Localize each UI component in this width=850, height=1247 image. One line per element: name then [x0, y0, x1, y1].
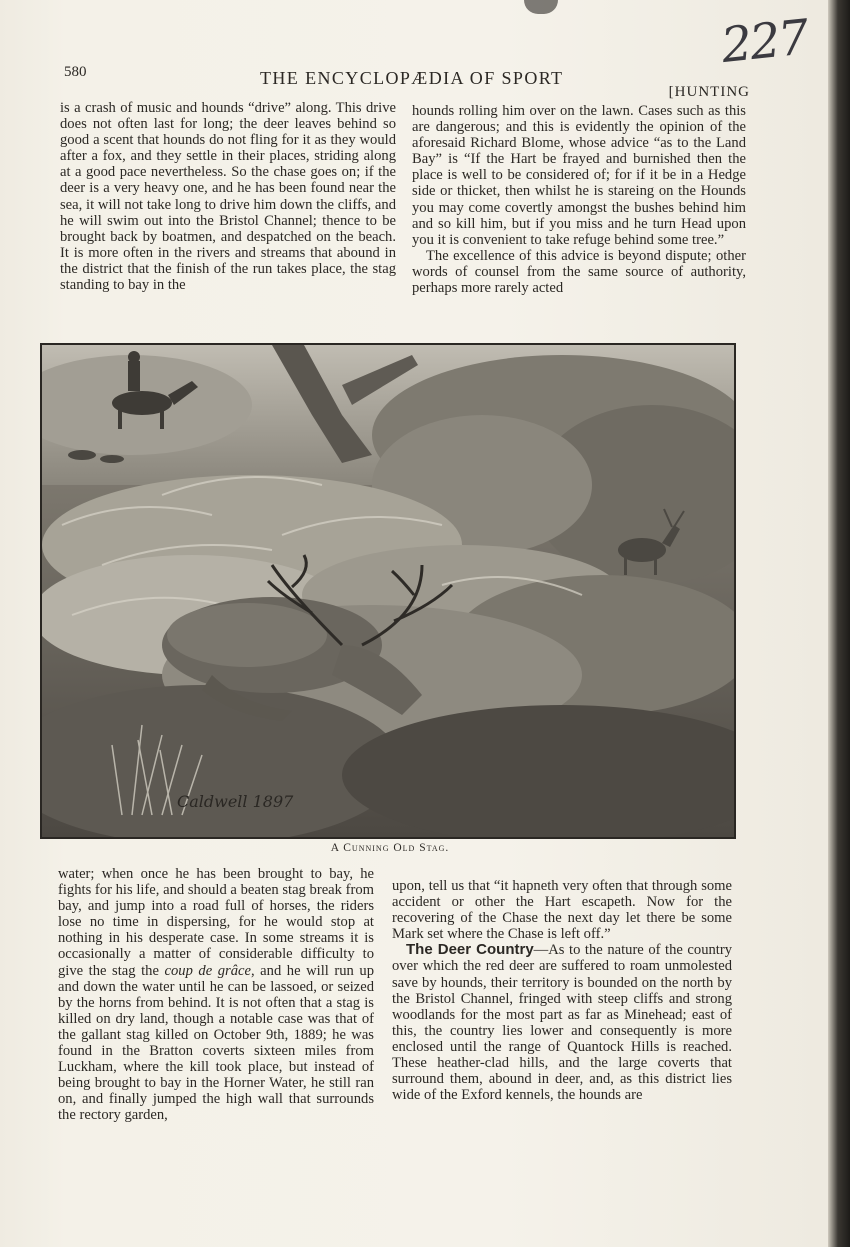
- paragraph: upon, tell us that “it hapneth very often that through some accident or other the Hart escapeth. Now for the recovering of the Chase the next day let there be some Mark set where the Chase is left off.”: [392, 878, 732, 943]
- page-stain: [524, 0, 558, 14]
- paragraph: [58, 866, 374, 1124]
- page-header: [64, 60, 750, 100]
- figure-caption: A Cunning Old Stag.: [330, 842, 450, 854]
- text-run: , and he will run up and down the water until he can be lassoed, or seized by the horns from behind. It is not often that a stag is killed on dry land, though a notable case was that of the gallant stag killed on October 9th, 1889; he was found in the Bratton coverts sixteen miles from Luckham, where the kill took place, but instead of being brought to bay in the Horner Water, he still ran on, and finally jumped the high wall that surrounds the rectory garden,: [58, 962, 374, 1124]
- paragraph: [392, 942, 732, 1103]
- engraving-art: [42, 345, 734, 837]
- section-tag: [HUNTING: [668, 84, 750, 100]
- running-title: THE ENCYCLOPÆDIA OF SPORT: [260, 68, 564, 88]
- page-number: 580: [64, 64, 87, 80]
- book-binding-edge: [828, 0, 850, 1247]
- paragraph: hounds rolling him over on the lawn. Cases such as this are dangerous; and this is evidently the opinion of the aforesaid Richard Blome, whose advice “as to the Land Bay” is “If the Hart be frayed and burnished then the place is well to be considered of; for if it be in a Hedge side or thicket, then whilst he is stareing on the Hounds you may come covertly amongst the bushes behind him and so kill him, but if you miss and he turn Head upon you it is convenient to take refuge behind some tree.”: [412, 103, 746, 248]
- column-left-top: [60, 100, 396, 293]
- column-right-top: [412, 103, 746, 296]
- column-right-bottom: [392, 878, 732, 1103]
- subheading: The Deer Country: [406, 941, 534, 959]
- text-run: water; when once he has been brought to bay, he fights for his life, and should a beaten stag break from bay, and jump into a road full of horses, the riders lose no time in dispersing, for he would stop at nothing in his desperate case. In some streams it is occasionally a matter of considerable difficulty to give the stag the: [58, 866, 374, 979]
- italic-phrase: coup de grâce: [164, 962, 251, 979]
- paragraph: The excellence of this advice is beyond dispute; other words of counsel from the same source of authority, perhaps more rarely acted: [412, 247, 746, 297]
- column-left-bottom: [58, 866, 374, 1124]
- stag-illustration: [40, 343, 736, 839]
- paragraph: is a crash of music and hounds “drive” along. This drive does not often last for long; the deer leaves behind so good a scent that hounds do not fling for it as they would after a fox, and they settle in their places, striding along at a good pace nevertheless. So the chase goes on; if the deer is a very heavy one, and he has been found near the sea, it will not take long to drive him down the cliffs, and he will swim out into the Bristol Channel; thence to be brought back by boatmen, and despatched on the beach. It is more often in the rivers and streams that abound in the district that the finish of the run takes place, the stag standing to bay in the: [60, 100, 396, 294]
- text-run: —As to the nature of the country over which the red deer are suffered to roam unmolested save by hounds, their territory is bounded on the north by the Bristol Channel, fringed with steep cliffs and strong woodlands for the most part as far as Minehead; east of this, the country lies lower and consequently is more enclosed until the range of Quantock Hills is reached. These heather-clad hills, and the large coverts that surround them, abound in deer, and, as this district lies wide of the Exford kennels, the hounds are: [392, 942, 732, 1104]
- handwritten-page-number: 227: [718, 9, 810, 75]
- artist-signature: Caldwell 1897: [177, 792, 294, 811]
